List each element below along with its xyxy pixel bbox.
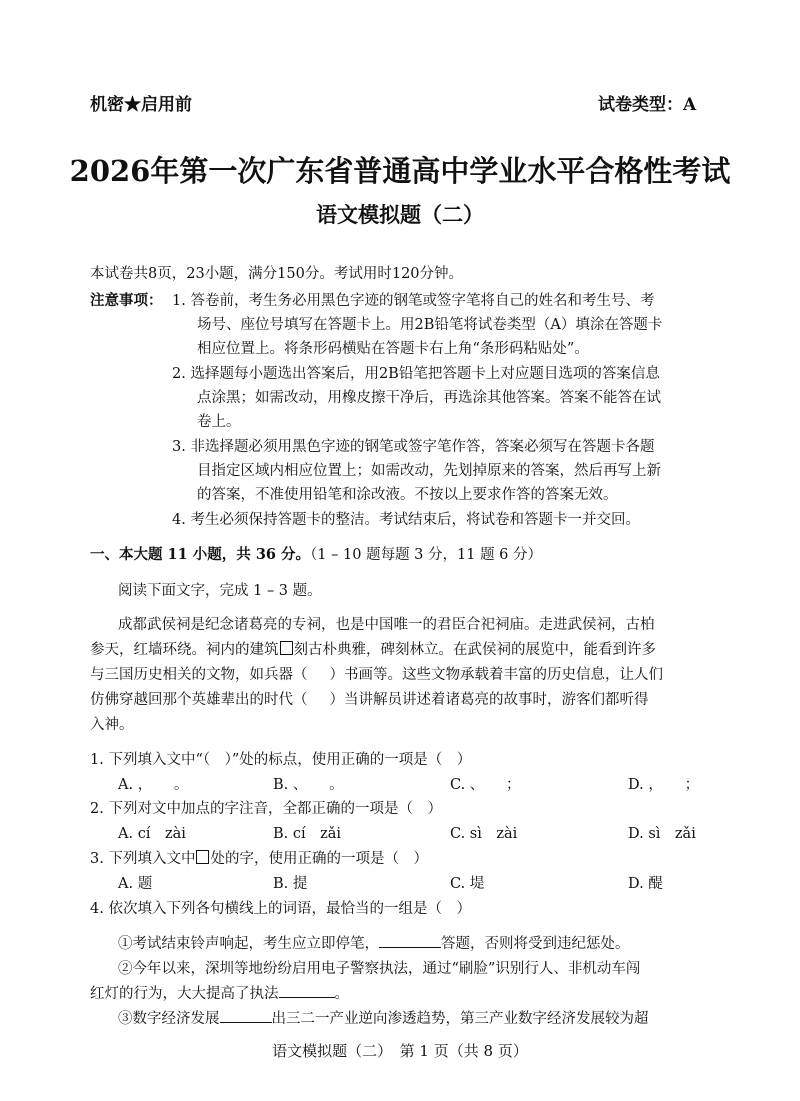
q4-s1-b: 答题，否则将受到违纪惩处。 <box>441 936 630 952</box>
question-3-stem-a: 3. 下列填入文中 <box>90 851 196 867</box>
page-title: 2026年第一次广东省普通高中学业水平合格性考试 <box>69 154 731 188</box>
question-4-sentence-2-cont <box>90 982 349 1003</box>
fill-blank <box>379 947 441 948</box>
exam-intro: 本试卷共8页，23小题，满分150分。考试用时120分钟。 <box>90 266 464 282</box>
question-4-sentence-3 <box>118 1007 649 1028</box>
question-1-option-d: D. ， ； <box>628 777 700 793</box>
question-3-option-b: B. 提 <box>273 876 308 892</box>
passage-line-3b: ）书画等。这些文物承载着丰富的历史信息，让人们 <box>329 667 663 683</box>
passage-line-4b: ）当讲解员讲述着诸葛亮的故事时，游客们都听得 <box>329 692 649 708</box>
question-4-sentence-2: ②今年以来，深圳等地纷纷启用电子警察执法，通过“刷脸”识别行人、非机动车闯 <box>118 961 641 977</box>
q4-s2b-b: 。 <box>334 986 349 1002</box>
question-3-stem-b: 处的字，使用正确的一项是（ ） <box>210 851 428 867</box>
question-2-option-d: D. sì zǎi <box>628 826 696 842</box>
note-3-line-1: 3. 非选择题必须用黑色字迹的钢笔或签字笔作答，答案必须写在答题卡各题 <box>172 439 655 455</box>
question-4-sentence-1 <box>118 932 630 953</box>
passage-line-1: 成都武侯祠是纪念诸葛亮的专祠，也是中国唯一的君臣合祀祠庙。走进武侯祠，古柏 <box>118 617 655 633</box>
question-2-option-b: B. cí zǎi <box>273 826 342 842</box>
q4-s1-a: ①考试结束铃声响起，考生应立即停笔， <box>118 936 379 952</box>
passage-line-4 <box>90 688 649 709</box>
passage-line-2 <box>90 638 656 659</box>
blank-box <box>280 641 293 655</box>
fill-blank <box>279 997 335 998</box>
section-1-heading <box>90 543 542 564</box>
note-1-line-1: 1. 答卷前，考生务必用黑色字迹的钢笔或签字笔将自己的姓名和考生号、考 <box>172 293 655 309</box>
q4-s3-a: ③数字经济发展 <box>118 1011 220 1027</box>
section-1-title: 一、本大题 11 小题，共 36 分。 <box>90 546 311 563</box>
passage-line-2a: 参天，红墙环绕。祠内的建筑 <box>90 642 279 658</box>
confidential-label: 机密★启用前 <box>90 95 192 115</box>
question-3-stem <box>90 847 428 868</box>
notes-label: 注意事项： <box>90 292 163 309</box>
q4-s3-b: 出三二一产业逆向渗透趋势，第三产业数字经济发展较为超 <box>271 1011 649 1027</box>
note-1-line-3: 相应位置上。将条形码横贴在答题卡右上角“条形码粘贴处”。 <box>197 341 589 357</box>
question-1-option-c: C. 、 ； <box>450 777 521 793</box>
passage-line-3a: 与三国历史相关的文物，如兵器（ <box>90 667 308 683</box>
page-subtitle: 语文模拟题（二） <box>316 202 484 227</box>
note-2-line-1: 2. 选择题每小题选出答案后，用2B铅笔把答题卡上对应题目选项的答案信息 <box>172 366 660 382</box>
passage-line-5: 入神。 <box>90 717 134 733</box>
passage-line-2b: 刻古朴典雅，碑刻林立。在武侯祠的展览中，能看到许多 <box>293 642 656 658</box>
note-2-line-3: 卷上。 <box>197 414 241 430</box>
blank-box <box>196 850 209 864</box>
passage-line-3 <box>90 663 663 684</box>
q4-s2b-a: 红灯的行为，大大提高了执法 <box>90 986 279 1002</box>
question-1-stem: 1. 下列填入文中“（ ）”处的标点，使用正确的一项是（ ） <box>90 752 472 768</box>
question-3-option-d: D. 醍 <box>628 876 663 892</box>
note-3-line-2: 目指定区域内相应位置上；如需改动，先划掉原来的答案，然后再写上新 <box>197 463 661 479</box>
note-3-line-3: 的答案，不准使用铅笔和涂改液。不按以上要求作答的答案无效。 <box>197 487 618 503</box>
question-2-option-a: A. cí zài <box>118 826 186 842</box>
page-footer: 语文模拟题（二） 第 1 页（共 8 页） <box>272 1042 528 1060</box>
question-4-stem: 4. 依次填入下列各句横线上的词语，最恰当的一组是（ ） <box>90 901 471 917</box>
passage-line-4a: 仿佛穿越回那个英雄辈出的时代（ <box>90 692 308 708</box>
question-3-option-c: C. 堤 <box>450 876 485 892</box>
question-2-stem: 2. 下列对文中加点的字注音，全都正确的一项是（ ） <box>90 801 442 817</box>
reading-instruction: 阅读下面文字，完成 1 – 3 题。 <box>118 583 322 599</box>
fill-blank <box>220 1022 272 1023</box>
note-2-line-2: 点涂黑；如需改动，用橡皮擦干净后，再选涂其他答案。答案不能答在试 <box>197 390 661 406</box>
question-1-option-b: B. 、 。 <box>273 777 344 793</box>
section-1-scoring: （1 – 10 题每题 3 分，11 题 6 分） <box>310 547 543 563</box>
note-1-line-2: 场号、座位号填写在答题卡上。用2B铅笔将试卷类型（A）填涂在答题卡 <box>197 317 663 333</box>
question-3-option-a: A. 题 <box>118 876 153 892</box>
question-1-option-a: A. ， 。 <box>118 777 189 793</box>
paper-type-label: 试卷类型：A <box>598 95 697 115</box>
note-4: 4. 考生必须保持答题卡的整洁。考试结束后，将试卷和答题卡一并交回。 <box>172 512 640 528</box>
question-2-option-c: C. sì zài <box>450 826 518 842</box>
